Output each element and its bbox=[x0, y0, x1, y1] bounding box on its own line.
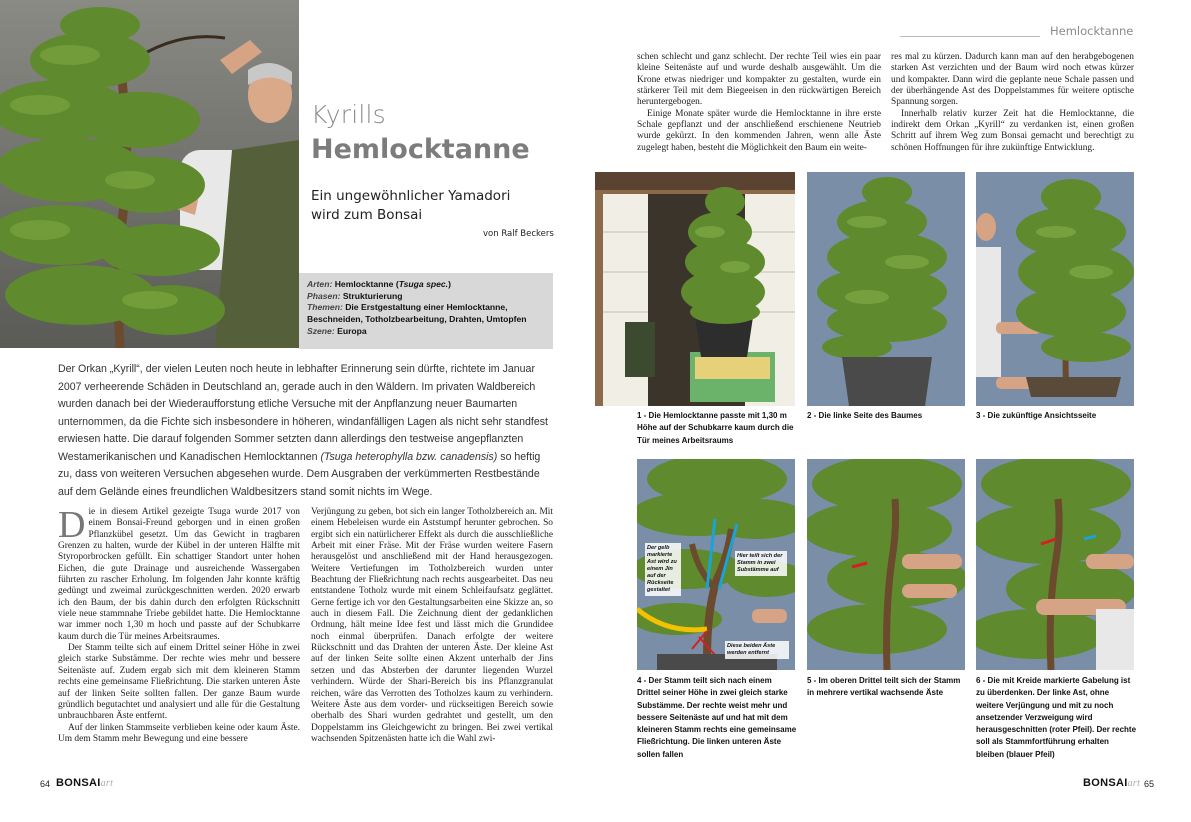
photo-3-graphic bbox=[976, 172, 1134, 406]
brand-logo-right: BONSAIart bbox=[1083, 777, 1141, 789]
hero-photo bbox=[0, 0, 299, 348]
info-box bbox=[299, 273, 553, 349]
caption-3: 3 - Die zukünftige Ansichtsseite bbox=[976, 411, 1097, 420]
running-header: Hemlocktanne bbox=[1050, 24, 1134, 38]
caption-5: 5 - Im oberen Drittel teilt sich der Stamm in mehrere vertikal wachsende Äste bbox=[807, 676, 961, 698]
photo-6-graphic bbox=[976, 459, 1134, 670]
photo-5-upper-third bbox=[807, 459, 965, 670]
page-title: Hemlocktanne bbox=[311, 134, 530, 165]
photo-5-graphic bbox=[807, 459, 965, 670]
hero-photo-graphic bbox=[0, 0, 299, 348]
subtitle-line-1: Ein ungewöhnlicher Yamadori bbox=[311, 188, 511, 204]
title-line-1: Kyrills bbox=[311, 100, 386, 129]
photo-6-chalk-fork bbox=[976, 459, 1134, 670]
photo-1-doorway bbox=[595, 172, 795, 406]
caption-1: 1 - Die Hemlocktanne passte mit 1,30 m Höhe auf der Schubkarre kaum durch die Tür meines Arbeitsraums bbox=[637, 411, 794, 445]
photo-1-graphic bbox=[595, 172, 795, 406]
body-column-2: Verjüngung zu geben, bot sich ein langer Totholzbereich an. Mit einem Hebeleisen wurde ein Aststumpf herunter gebrochen. So ergibt sich ein natürlicherer Effekt als durch die ausschließliche Arbeit mit einer Fräse. Mit der Fräse wurden weitere Fasern herausgelöst und anschließend mit der Hand herausgezogen. Weitere Vertiefungen im Totholzbereich wurden unter Beachtung der Fließrichtung nach rechts ausgearbeitet. Das neu entstandene Totholz wurde mit einem Schleifaufsatz geglättet. Gerne fertige ich vor den Gestaltungsarbeiten eine Skizze an, so auch in diesem Fall. Die Zeichnung dient der gedanklichen Ordnung, hält meine Idee fest und lässt mich die Grundidee noch einmal überprüfen. Danach erfolgte der weitere Rückschnitt und das Drahten der unteren Äste. Der kleine Ast auf der linken Seite sollte einen Akzent unterhalb der Jins setzen und das Absterben der darunter liegenden Wurzel verhindern. Würde der Shari-Bereich bis ins Pflanzgranulat reichen, wäre das Verrotten des Totholzes kaum zu verhindern. Weitere Äste aus dem vorder- und rückseitigen Bereich sowie oberhalb des Shari wurden gedrahtet und gestellt, um den Doppelstamm ins Gleichgewicht zu bringen. Bei zwei vertikal wachsenden Spitzenästen hatte ich die Wahl zwi- bbox=[311, 507, 553, 744]
body-column-3: schen schlecht und ganz schlecht. Der rechte Teil wies ein paar kleine Seitenäste auf und wurde deshalb ausgewählt. Um die Krone etwas niedriger und kompakter zu gestalten, wurde ein stärkerer Teil mit dem Biegeeisen in den rückwärtigen Bereich heruntergebogen. Einige Monate später wurde die Hemlocktanne in ihre erste Schale gepflanzt und der anschließend erschienene Neutrieb wurde gekürzt. In den kommenden Jahren, wenn alle Äste zugelegt haben, besteht die Möglichkeit den Baum ein weite- bbox=[637, 52, 881, 153]
photo-3-front-view bbox=[976, 172, 1134, 406]
photo-4-annotated-trunk bbox=[637, 459, 795, 670]
info-row-species: Arten: Hemlocktanne (Tsuga spec.) bbox=[307, 279, 451, 289]
byline: von Ralf Beckers bbox=[483, 229, 554, 239]
brand-logo-left: BONSAIart bbox=[56, 777, 114, 789]
page-number-left: 64 bbox=[40, 779, 51, 789]
header-rule bbox=[900, 36, 1040, 37]
body-column-4: res mal zu kürzen. Dadurch kann man auf den herabgebogenen starken Ast verzichten und der Baum wird noch etwas kürzer und kompakter. Dann wird die geplante neue Schale passen und der überhängende Ast des Doppelstammes für weitere optische Spannung sorgen. Innerhalb relativ kurzer Zeit hat die Hemlocktanne, die indirekt dem Orkan „Kyrill“ zu verdanken ist, einen großen Schritt auf ihrem Weg zum Bonsai gemacht und berechtigt zu schönen Hoffnungen für ihre zukünftige Entwicklung. bbox=[891, 52, 1134, 153]
page-number-right: 65 bbox=[1144, 779, 1155, 789]
annotation-yellow-branch: Der gelb markierte Ast wird zu einem Jin auf der Rückseite gestaltet bbox=[645, 543, 681, 596]
lead-paragraph: Der Orkan „Kyrill“, der vielen Leuten noch heute in lebhafter Erinnerung sein dürfte, richtete im Januar 2007 verheerende Schäden in Deutschland an, gerade auch in den Wäldern. Im privaten Waldbereich wurden danach bei der Wiederaufforstung etliche Versuche mit der Anpflanzung neuer Baumarten unternommen, da die Fichte sich insbesondere in höheren, windanfälligen Lagen als nicht sehr standfest erwiesen hatte. Die darauf folgenden Sommer setzten dann allerdings den testweise angepflanzten Westamerikanischen und Kanadischen Hemlocktannen (Tsuga heterophylla bzw. canadensis) so heftig zu, dass von weiteren Versuchen abgesehen wurde. Dem Ausgraben der verkümmerten Restbestände auf dem Gelände eines freundlichen Waldbesitzers stand somit nichts im Wege. bbox=[58, 363, 548, 498]
caption-4: 4 - Der Stamm teilt sich nach einem Drittel seiner Höhe in zwei gleich starke Substämme. Der rechte weist mehr und bessere Seitenäste auf und hat mit dem kleineren Stamm rechts eine gemeinsame Fließrichtung. Die linken unteren Äste sollen fallen bbox=[637, 676, 797, 759]
drop-cap: D bbox=[58, 507, 86, 546]
photo-2-left-side bbox=[807, 172, 965, 406]
annotation-trunk-split: Hier teilt sich der Stamm in zwei Substämme auf bbox=[735, 551, 787, 576]
annotation-branches-removed: Diese beiden Äste werden entfernt bbox=[725, 641, 789, 659]
body-column-1: Die in diesem Artikel gezeigte Tsuga wurde 2017 von einem Bonsai-Freund geborgen und in einen großen Pflanzkübel gesetzt. Um das Gewicht in tragbaren Grenzen zu halten, wurde der Kübel in der unteren Hälfte mit Styroporbrocken gefüllt. Ein schattiger Standort unter hohen Eichen, die gute Drainage und ausreichende Wassergaben führten zu rascher Erholung. Im folgenden Jahr konnte kräftig gedüngt und zweimal zurückgeschnitten werden. 2020 erwarb ich den Baum, der bis dahin durch den erfolgten Rückschnitt viele neue stammnahe Triebe gebildet hatte. Die Hemlocktanne war immer noch 1,30 m hoch und passte auf der Schubkarre kaum durch die Tür meines Arbeitsraumes. Der Stamm teilte sich auf einem Drittel seiner Höhe in zwei gleich starke Substämme. Der rechte wies mehr und bessere Seitenäste auf. Zudem ergab sich mit dem kleineren Stamm rechts eine gemeinsame Fließrichtung. Die starken unteren Äste auf der linken Seite sollten fallen. Der ganze Baum wurde gründlich begutachtet und analysiert und alle für die Gestaltung unbrauchbaren Äste entfernt. Auf der linken Stammseite verblieben keine oder kaum Äste. Um dem Stamm mehr Bewegung und eine bessere bbox=[58, 507, 300, 744]
info-row-scene: Szene: Europa bbox=[307, 325, 367, 336]
photo-2-graphic bbox=[807, 172, 965, 406]
caption-6: 6 - Die mit Kreide markierte Gabelung ist zu überdenken. Der linke Ast, ohne weitere Verjüngung und mit zu noch ansetzender Verzweigung wird herausgeschnitten (roter Pfeil). Der rechte soll als Stammfortführung erhalten bleiben (blauer Pfeil) bbox=[976, 676, 1137, 759]
info-row-phases: Phasen: Strukturierung bbox=[307, 290, 403, 301]
subtitle-line-2: wird zum Bonsai bbox=[311, 207, 423, 223]
info-row-topics: Themen: Die Erstgestaltung einer Hemlocktanne, Beschneiden, Totholzbearbeitung, Drahten, Umtopfen bbox=[307, 302, 527, 325]
caption-2: 2 - Die linke Seite des Baumes bbox=[807, 411, 923, 420]
